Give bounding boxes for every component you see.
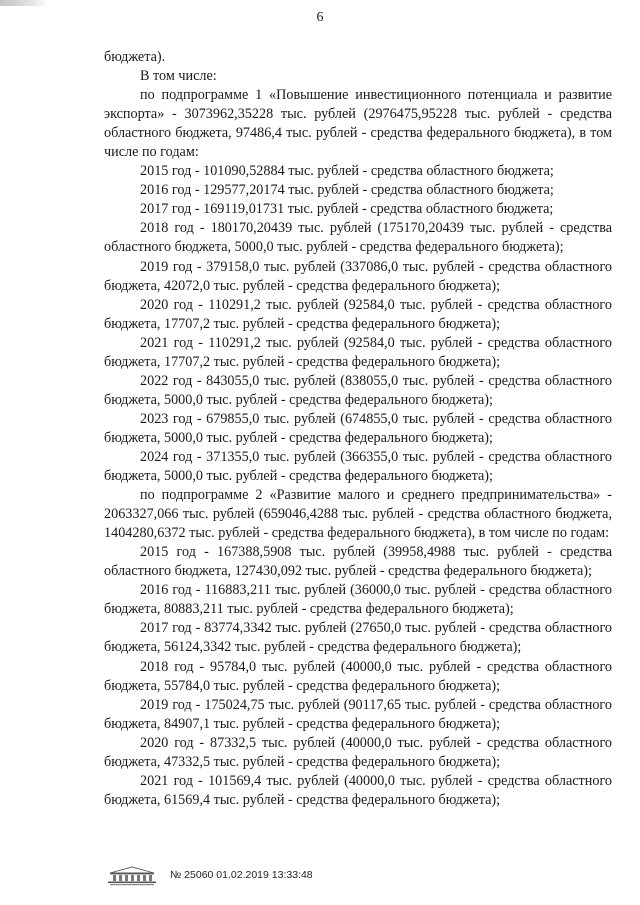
paragraph: В том числе: [140,68,217,85]
page-number: 6 [316,10,324,25]
paragraph: 2017 год - 83774,3342 тыс. рублей (27650,0 тыс. рублей - средства областного бюджета, 56124,3342 тыс. рублей - средства федерального бюджета); [104,620,612,656]
paragraph: 2021 год - 110291,2 тыс. рублей (92584,0 тыс. рублей - средства областного бюджета, 17707,2 тыс. рублей - средства федерального бюджета); [104,334,612,370]
paragraph: 2016 год - 116883,211 тыс. рублей (36000,0 тыс. рублей - средства областного бюджета, 80883,211 тыс. рублей - средства федерального бюджета); [104,582,612,618]
paragraph: по подпрограмме 1 «Повышение инвестиционного потенциала и развитие экспорта» - 3073962,35228 тыс. рублей (2976475,95228 тыс. рублей - средства областного бюджета, 97486,4 тыс. рублей - средства федерального бюджета), в том числе по годам: [104,87,612,161]
paragraph: 2024 год - 371355,0 тыс. рублей (366355,0 тыс. рублей - средства областного бюджета, 5000,0 тыс. рублей - средства федерального бюджета); [104,448,612,485]
scan-artifact [0,0,48,6]
paragraph: бюджета). [104,49,166,65]
paragraph: 2022 год - 843055,0 тыс. рублей (838055,0 тыс. рублей - средства областного бюджета, 5000,0 тыс. рублей - средства федерального бюджета); [104,372,612,408]
paragraph: 2023 год - 679855,0 тыс. рублей (674855,0 тыс. рублей - средства областного бюджета, 5000,0 тыс. рублей - средства федерального бюджета); [104,410,612,446]
paragraph: 2020 год - 87332,5 тыс. рублей (40000,0 тыс. рублей - средства областного бюджета, 47332,5 тыс. рублей - средства федерального бюджета); [104,734,612,770]
paragraph: 2015 год - 167388,5908 тыс. рублей (39958,4988 тыс. рублей - средства областного бюджета, 127430,092 тыс. рублей - средства федерального бюджета); [104,544,612,580]
paragraph: 2020 год - 110291,2 тыс. рублей (92584,0 тыс. рублей - средства областного бюджета, 17707,2 тыс. рублей - средства федерального бюджета); [104,296,612,332]
paragraph: 2018 год - 180170,20439 тыс. рублей (175170,20439 тыс. рублей - средства областного бюджета, 5000,0 тыс. рублей - средства федерального бюджета); [104,220,612,256]
paragraph: 2018 год - 95784,0 тыс. рублей (40000,0 тыс. рублей - средства областного бюджета, 55784,0 тыс. рублей - средства федерального бюджета); [104,658,612,694]
paragraph: 2019 год - 175024,75 тыс. рублей (90117,65 тыс. рублей - средства областного бюджета, 84907,1 тыс. рублей - средства федерального бюджета); [104,696,612,732]
paragraph: 2015 год - 101090,52884 тыс. рублей - средства областного бюджета; [140,163,554,180]
paragraph: 2016 год - 129577,20174 тыс. рублей - средства областного бюджета; [140,182,554,199]
paragraph: 2021 год - 101569,4 тыс. рублей (40000,0 тыс. рублей - средства областного бюджета, 61569,4 тыс. рублей - средства федерального бюджета); [104,772,612,808]
paragraph: 2019 год - 379158,0 тыс. рублей (337086,0 тыс. рублей - средства областного бюджета, 42072,0 тыс. рублей - средства федерального бюджета); [104,258,612,294]
government-building-icon [104,864,160,886]
paragraph: по подпрограмме 2 «Развитие малого и среднего предпринимательства» - 2063327,066 тыс. рублей (659046,4288 тыс. рублей - средства областного бюджета, 1404280,6372 тыс. рублей - средства федерального бюджета), в том числе по годам: [104,487,612,542]
document-stamp: № 25060 01.02.2019 13:33:48 [170,869,313,881]
document-footer [104,864,364,888]
paragraph: 2017 год - 169119,01731 тыс. рублей - средства областного бюджета; [140,201,554,218]
document-body [104,48,612,810]
